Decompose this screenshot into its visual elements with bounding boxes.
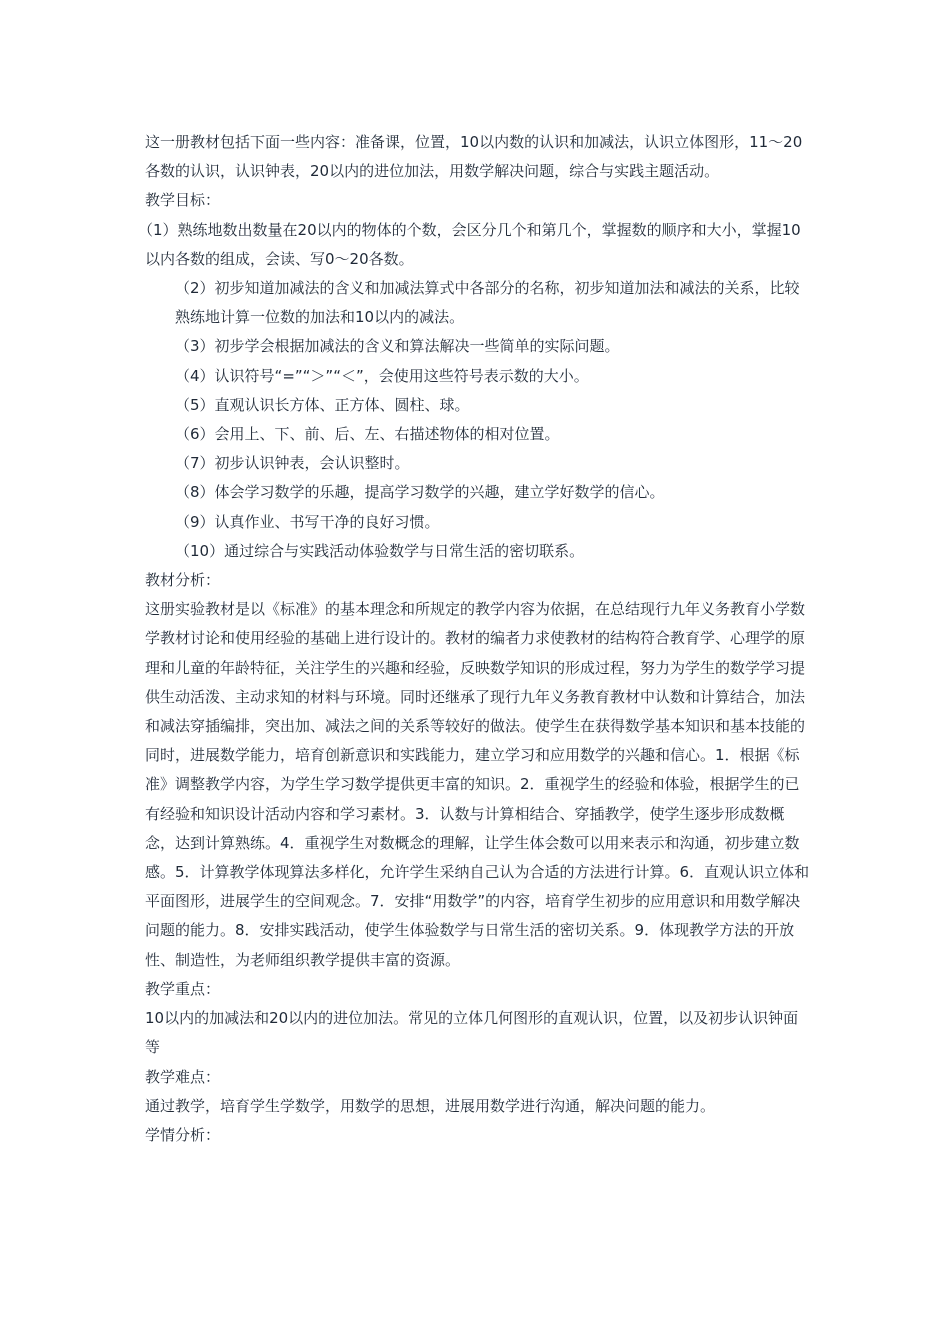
goal-item: （3）初步学会根据加减法的含义和算法解决一些简单的实际问题。 [175, 337, 620, 356]
goals-heading: 教学目标： [145, 191, 221, 210]
document-page [138, 128, 813, 1150]
goal-item: （5）直观认识长方体、正方体、圆柱、球。 [175, 395, 470, 414]
goal-item: （10）通过综合与实践活动体验数学与日常生活的密切联系。 [175, 541, 585, 560]
goal-item: （9）认真作业、书写干净的良好习惯。 [175, 512, 440, 531]
analysis-paragraph: 这册实验教材是以《标准》的基本理念和所规定的教学内容为依据，在总结现行九年义务教育小学数学教材讨论和使用经验的基础上进行设计的。教材的编者力求使教材的结构符合教育学、心理学的原理和儿童的年龄特征，关注学生的兴趣和经验，反映数学知识的形成过程，努力为学生的数学学习提供生动活泼、主动求知的材料与环境。同时还继承了现行九年义务教育教材中认数和计算结合，加法和减法穿插编排，突出加、减法之间的关系等较好的做法。使学生在获得数学基本知识和基本技能的同时，进展数学能力，培育创新意识和实践能力，建立学习和应用数学的兴趣和信心。1．根据《标准》调整教学内容，为学生学习数学提供更丰富的知识。2．重视学生的经验和体验，根据学生的已有经验和知识设计活动内容和学习素材。3．认数与计算相结合、穿插教学，使学生逐步形成数概念，达到计算熟练。4．重视学生对数概念的理解，让学生体会数可以用来表示和沟通，初步建立数感。5．计算教学体现算法多样化，允许学生采纳自己认为合适的方法进行计算。6．直观认识立体和平面图形，进展学生的空间观念。7．安排“用数学”的内容，培育学生初步的应用意识和用数学解决问题的能力。8．安排实践活动，使学生体验数学与日常生活的密切关系。9．体现教学方法的开放性、制造性，为老师组织教学提供丰富的资源。 [145, 600, 810, 969]
key-points-heading: 教学重点： [145, 979, 221, 998]
goal-item: （1）熟练地数出数量在20以内的物体的个数，会区分几个和第几个，掌握数的顺序和大小，掌握10以内各数的组成，会读、写0～20各数。 [138, 220, 801, 268]
intro-paragraph: 这一册教材包括下面一些内容：准备课，位置，10以内数的认识和加减法，认识立体图形，11～20各数的认识，认识钟表，20以内的进位加法，用数学解决问题，综合与实践主题活动。 [145, 133, 803, 181]
goal-item: （4）认识符号“=”“＞”“＜”，会使用这些符号表示数的大小。 [175, 366, 589, 385]
goal-item: （7）初步认识钟表，会认识整时。 [175, 454, 410, 473]
goal-item: （2）初步知道加减法的含义和加减法算式中各部分的名称，初步知道加法和减法的关系，比较熟练地计算一位数的加法和10以内的减法。 [175, 279, 800, 327]
goal-item: （8）体会学习数学的乐趣，提高学习数学的兴趣，建立学好数学的信心。 [175, 483, 665, 502]
analysis-heading: 教材分析： [145, 571, 221, 590]
key-points-paragraph: 10以内的加减法和20以内的进位加法。常见的立体几何图形的直观认识，位置，以及初步认识钟面等 [145, 1009, 799, 1057]
goal-item: （6）会用上、下、前、后、左、右描述物体的相对位置。 [175, 425, 560, 444]
learner-analysis-heading: 学情分析： [145, 1125, 221, 1144]
difficulties-heading: 教学难点： [145, 1067, 221, 1086]
difficulties-paragraph: 通过教学，培育学生学数学，用数学的思想，进展用数学进行沟通，解决问题的能力。 [145, 1096, 716, 1115]
